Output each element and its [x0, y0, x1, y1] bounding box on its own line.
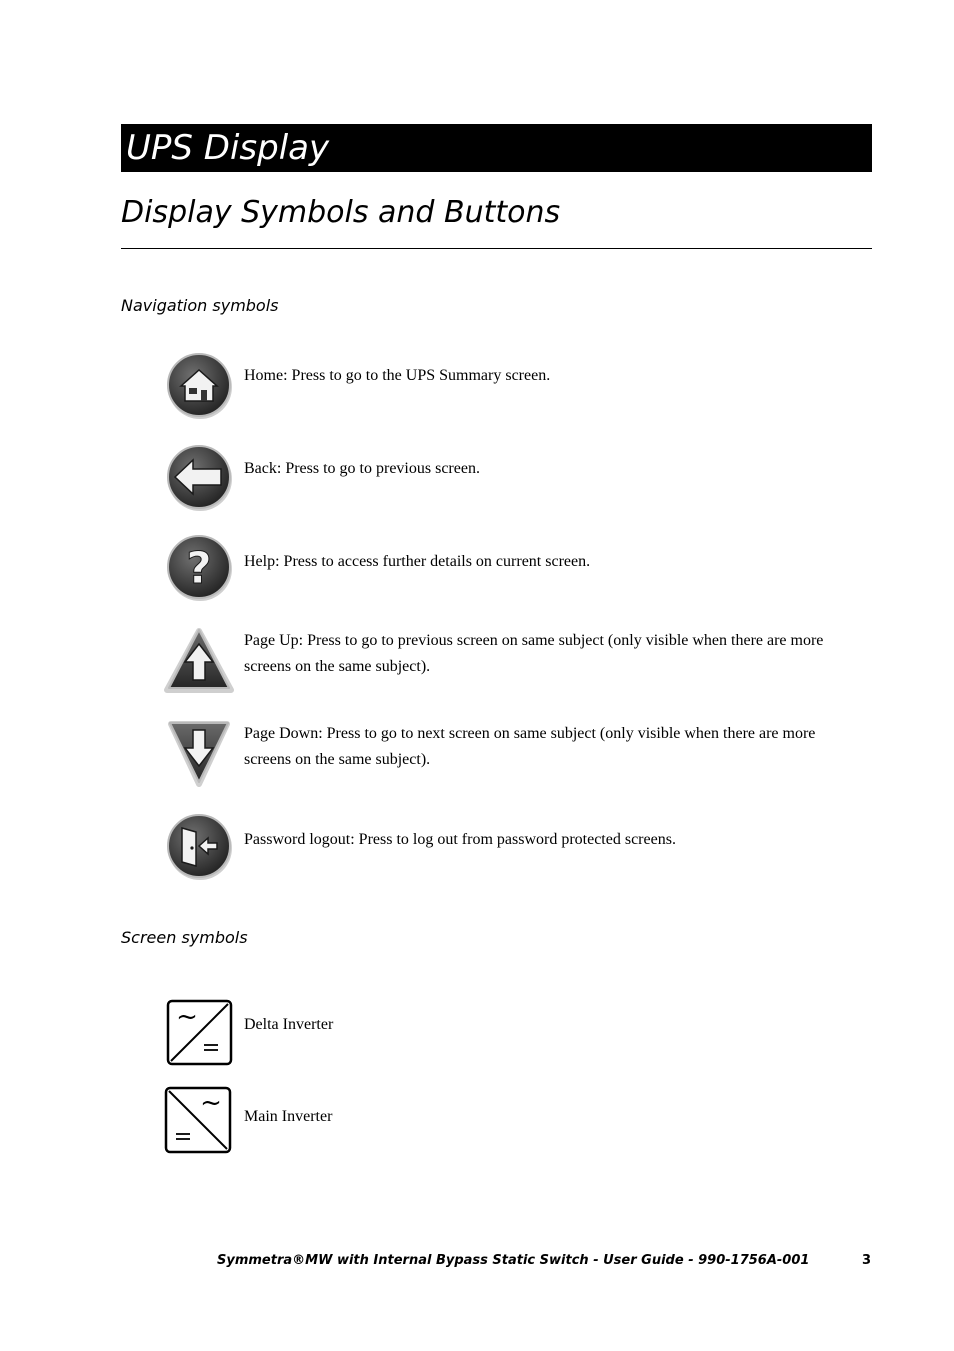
logout-description: Password logout: Press to log out from password protected screens.: [244, 831, 676, 848]
section-title: Display Symbols and Buttons: [121, 195, 561, 230]
help-icon: [163, 531, 235, 603]
page-down-icon: [163, 718, 235, 790]
help-description: Help: Press to access further details on current screen.: [244, 553, 591, 570]
section-divider: [121, 248, 872, 249]
delta-inverter-description: Delta Inverter: [244, 1016, 334, 1033]
main-inverter-icon: [163, 1085, 233, 1155]
footer-document-title: Symmetra®MW with Internal Bypass Static Switch - User Guide - 990-1756A-001: [217, 1253, 810, 1268]
chapter-title: UPS Display: [126, 128, 330, 168]
svg-text:?: ?: [186, 543, 212, 594]
page-down-description: Page Down: Press to go to next screen on same subject (only visible when there are more screens on the same subject).: [244, 725, 816, 768]
home-icon: [163, 349, 235, 421]
chapter-title-bar: [121, 124, 872, 172]
home-description: Home: Press to go to the UPS Summary screen.: [244, 367, 551, 384]
svg-text:~: ~: [200, 1088, 222, 1118]
back-description: Back: Press to go to previous screen.: [244, 460, 480, 477]
svg-text:~: ~: [176, 1002, 198, 1032]
navigation-heading: Navigation symbols: [121, 296, 279, 315]
back-arrow-icon: [163, 441, 235, 513]
logout-icon: [163, 810, 235, 882]
screen-heading: Screen symbols: [121, 928, 248, 947]
page-up-description: Page Up: Press to go to previous screen on same subject (only visible when there are more screens on the same subject).: [244, 632, 824, 675]
main-inverter-description: Main Inverter: [244, 1108, 333, 1125]
page-up-icon: [163, 624, 235, 696]
page-number: 3: [862, 1253, 872, 1268]
delta-inverter-icon: [163, 998, 233, 1068]
